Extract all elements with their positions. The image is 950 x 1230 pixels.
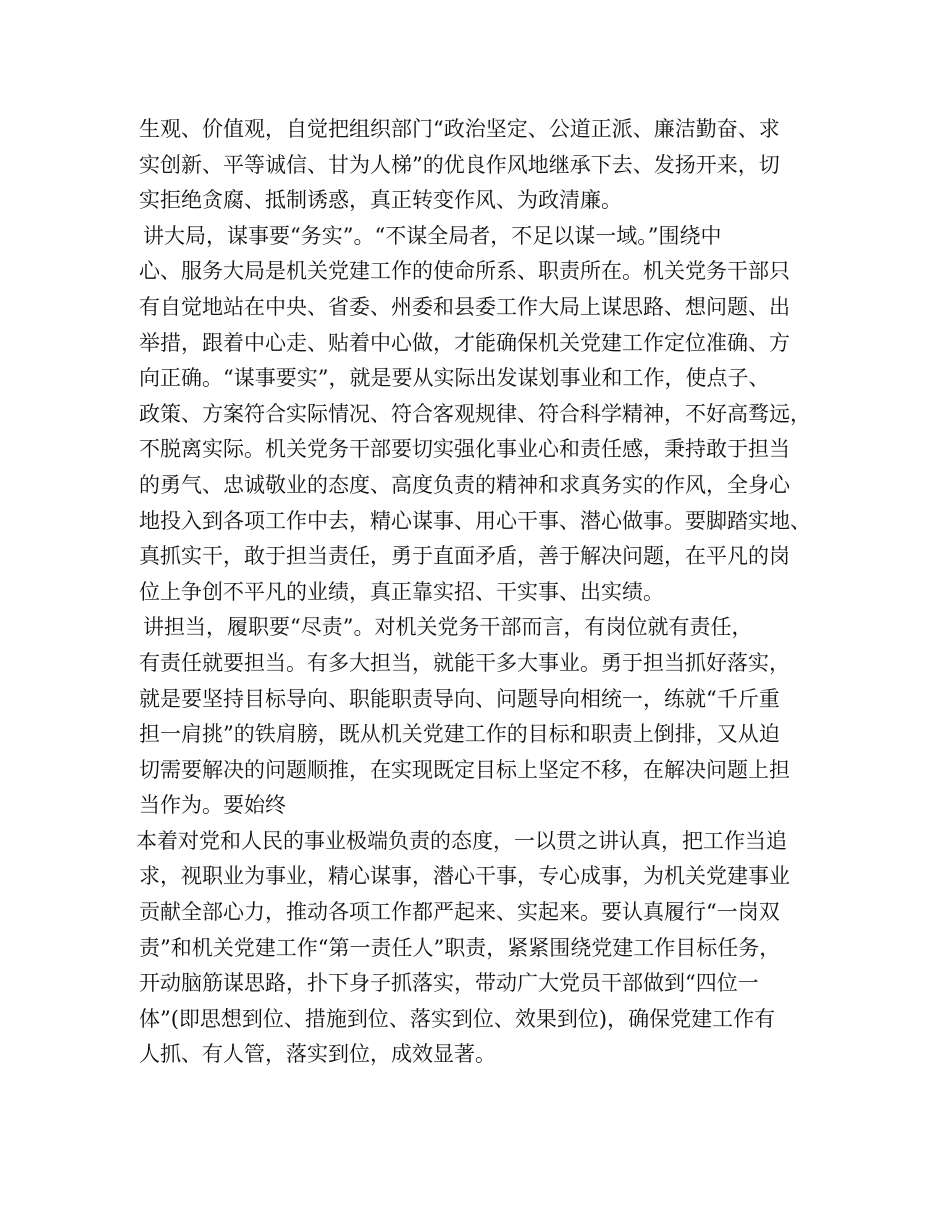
text-line: 讲担当，履职要“尽责”。对机关党务干部而言，有岗位就有责任， [143,615,753,640]
text-line: 向正确。“谋事要实”，就是要从实际出发谋划事业和工作，使点子、 [139,366,770,391]
text-line: 切需要解决的问题顺推，在实现既定目标上坚定不移，在解决问题上担 [139,757,790,782]
text-line: 位上争创不平凡的业绩，真正靠实招、干实事、出实绩。 [139,579,664,604]
text-line: 担一肩挑”的铁肩膀，既从机关党建工作的目标和职责上倒排，又从迫 [139,722,780,747]
text-line: 真抓实干，敢于担当责任，勇于直面矛盾，善于解决问题，在平凡的岗 [139,544,790,569]
text-line: 地投入到各项工作中去，精心谋事、用心干事、潜心做事。要脚踏实地、 [139,508,811,533]
text-line: 讲大局，谋事要“务实”。“不谋全局者，不足以谋一域。”围绕中 [143,223,722,248]
text-line: 人抓、有人管，落实到位，成效显著。 [139,1042,496,1067]
text-line: 心、服务大局是机关党建工作的使命所系、职责所在。机关党务干部只 [139,259,790,284]
text-line: 求，视职业为事业，精心谋事，潜心干事，专心成事，为机关党建事业 [139,864,790,889]
text-line: 当作为。要始终 [139,793,286,818]
text-line: 实创新、平等诚信、甘为人梯”的优良作风地继承下去、发扬开来，切 [139,152,780,177]
text-line: 不脱离实际。机关党务干部要切实强化事业心和责任感，秉持敢于担当 [139,437,790,462]
text-line: 的勇气、忠诚敬业的态度、高度负责的精神和求真务实的作风，全身心 [139,472,790,497]
text-line: 有责任就要担当。有多大担当，就能干多大事业。勇于担当抓好落实， [139,650,790,675]
text-line: 就是要坚持目标导向、职能职责导向、问题导向相统一，练就“千斤重 [139,686,780,711]
text-line: 举措，跟着中心走、贴着中心做，才能确保机关党建工作定位准确、方 [139,330,790,355]
text-line: 责”和机关党建工作“第一责任人”职责，紧紧围绕党建工作目标任务， [139,935,781,960]
text-line: 实拒绝贪腐、抵制诱惑，真正转变作风、为政清廉。 [139,188,622,213]
text-line: 生观、价值观，自觉把组织部门“政治坚定、公道正派、廉洁勤奋、求 [139,117,780,141]
text-line: 体”(即思想到位、措施到位、落实到位、效果到位)，确保党建工作有 [139,1006,776,1031]
text-line: 本着对党和人民的事业极端负责的态度，一以贯之讲认真，把工作当追 [136,828,787,853]
text-line: 有自觉地站在中央、省委、州委和县委工作大局上谋思路、想问题、出 [139,294,790,319]
text-line: 开动脑筋谋思路，扑下身子抓落实，带动广大党员干部做到“四位一 [139,971,759,996]
text-line: 贡献全部心力，推动各项工作都严起来、实起来。要认真履行“一岗双 [139,900,780,925]
body-text [136,112,839,1073]
text-line: 政策、方案符合实际情况、符合客观规律、符合科学精神，不好高骛远， [139,401,811,426]
